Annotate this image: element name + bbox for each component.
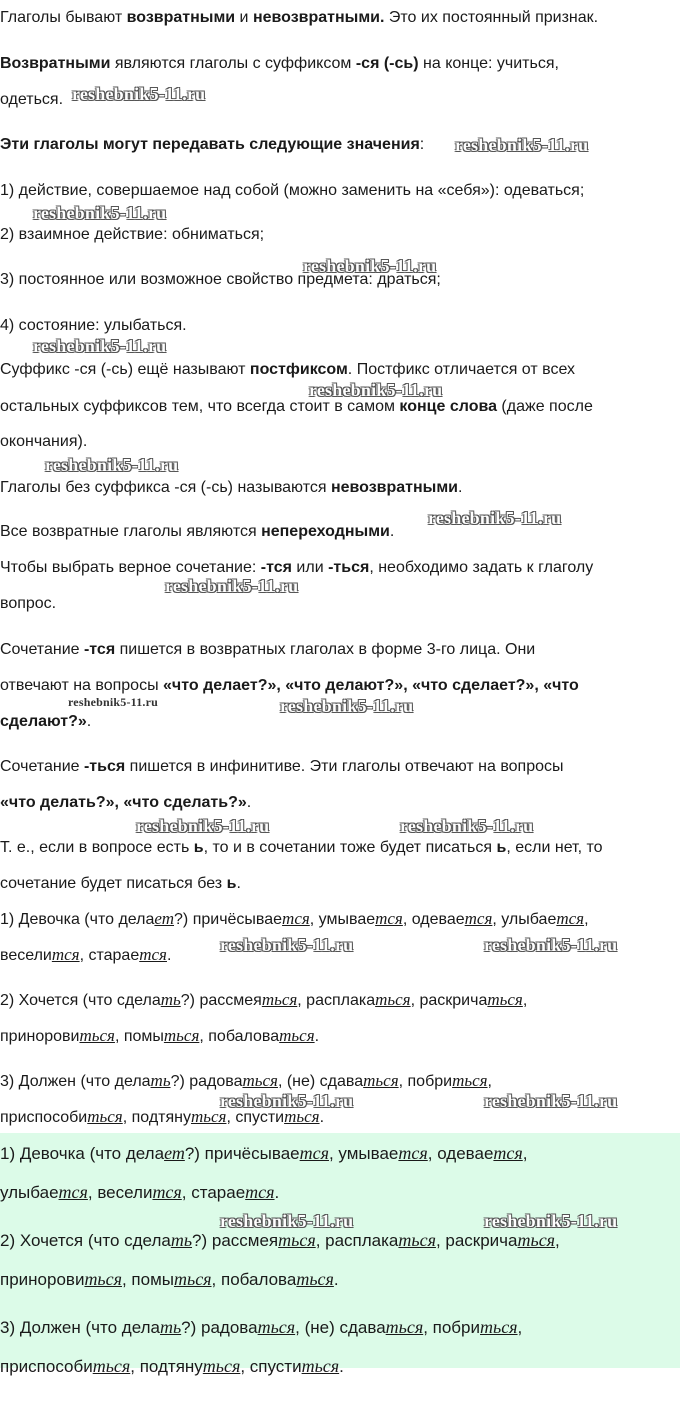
intro-line: [0, 8, 598, 28]
text: , то и в сочетании тоже будет писаться: [203, 839, 497, 856]
tsya-line-3: [0, 712, 91, 732]
text: , подтяну: [122, 1109, 191, 1126]
text: Сочетание: [0, 641, 84, 658]
watermark: reshebnik5-11.ru: [428, 508, 562, 528]
text: , (не) сдава: [295, 1318, 386, 1337]
bold-term: конце слова: [399, 398, 497, 415]
text: Это их постоянный признак.: [384, 9, 599, 26]
text: ,: [522, 1144, 528, 1163]
ending: ться: [242, 1071, 278, 1090]
text: ,: [522, 992, 528, 1009]
tsya-line: [0, 640, 535, 660]
text: .: [458, 479, 463, 496]
text: , (не) сдава: [277, 1073, 364, 1090]
text: .: [319, 1109, 325, 1126]
ending: ть: [150, 1071, 171, 1090]
text: , подтяну: [130, 1357, 203, 1376]
answer-line: [0, 1143, 528, 1164]
text: на конце: учиться,: [418, 55, 559, 72]
ending: ет: [164, 1143, 185, 1163]
ending: тся: [493, 1143, 523, 1163]
text: ,: [487, 1073, 492, 1090]
bold-term: «что делать?», «что сделать?»: [0, 794, 247, 811]
ending: ться: [202, 1356, 241, 1376]
watermark: reshebnik5-11.ru: [303, 256, 437, 276]
text: являются глаголы с суффиксом: [110, 55, 356, 72]
watermark: reshebnik5-11.ru: [72, 84, 206, 104]
bold-term: -тся: [83, 641, 116, 658]
bold-term: Возвратными: [0, 55, 111, 72]
watermark: reshebnik5-11.ru: [455, 135, 589, 155]
bold-term: ь: [193, 839, 204, 856]
text: .: [86, 713, 92, 730]
text: улыбае: [0, 1183, 59, 1202]
text: .: [339, 1357, 344, 1376]
text: окончания).: [0, 433, 88, 450]
tsya-soft-line: [0, 757, 564, 777]
list-item: 4) состояние: улыбаться.: [0, 317, 187, 334]
ending: ться: [278, 1230, 316, 1250]
text: , старае: [79, 947, 140, 964]
ending: тся: [152, 1182, 182, 1202]
watermark: reshebnik5-11.ru: [165, 576, 299, 596]
text: Т. е., если в вопросе есть: [0, 839, 194, 856]
text: приспособи: [0, 1357, 93, 1376]
text: 3) Должен (что дела: [0, 1073, 151, 1090]
ending: тся: [51, 945, 80, 964]
ending: ться: [385, 1317, 424, 1337]
ending: ться: [190, 1107, 227, 1126]
ending: ться: [375, 990, 411, 1009]
ending: ться: [84, 1269, 122, 1289]
text: 2) Хочется (что сдела: [0, 992, 161, 1009]
text: .: [246, 794, 252, 811]
ending: ться: [363, 1071, 399, 1090]
text: Чтобы выбрать верное сочетание:: [0, 559, 261, 576]
text: , умывае: [309, 911, 376, 928]
text: Сочетание: [0, 758, 84, 775]
ending: ться: [301, 1356, 340, 1376]
text: , весели: [87, 1183, 153, 1202]
bold-term: сделают?»: [0, 713, 87, 730]
ending: тся: [58, 1182, 88, 1202]
bold-term: ь: [496, 839, 507, 856]
ending: ть: [159, 1317, 182, 1337]
text: , одевае: [402, 911, 465, 928]
soft-sign-line-2: [0, 874, 241, 894]
bold-term: Эти глаголы могут передавать следующие значения: [0, 136, 420, 153]
list-item: 3) постоянное или возможное свойство предмета: драться;: [0, 271, 441, 288]
postfix-line: [0, 360, 575, 380]
text: , помы: [121, 1270, 174, 1289]
exercise-line: [0, 990, 527, 1011]
text: сочетание будет писаться без: [0, 875, 227, 892]
watermark: reshebnik5-11.ru: [33, 336, 167, 356]
ending: ет: [154, 909, 175, 928]
watermark: reshebnik5-11.ru: [45, 455, 179, 475]
text: 3) Должен (что дела: [0, 1318, 160, 1337]
text: , раскрича: [410, 992, 488, 1009]
bold-term: -ся (-сь): [355, 55, 419, 72]
text: ?) рассмея: [192, 1231, 279, 1250]
watermark: reshebnik5-11.ru: [280, 696, 414, 716]
text: и: [235, 9, 253, 26]
ending: тся: [375, 909, 403, 928]
text: , раскрича: [435, 1231, 518, 1250]
text: одеться.: [0, 91, 64, 108]
bold-term: «что делает?», «что делают?», «что сделает?», «что: [163, 677, 579, 694]
text: .: [389, 523, 395, 540]
ending: ться: [174, 1269, 212, 1289]
bold-term: -ться: [83, 758, 126, 775]
watermark: reshebnik5-11.ru: [68, 695, 158, 709]
text: ?) радова: [170, 1073, 243, 1090]
text: ?) причёсывае: [184, 1144, 300, 1163]
text: .: [274, 1183, 280, 1202]
watermark: reshebnik5-11.ru: [220, 1211, 354, 1231]
watermark: reshebnik5-11.ru: [484, 1211, 618, 1231]
bold-term: -тся: [260, 559, 292, 576]
text: , необходимо задать к глаголу: [369, 559, 594, 576]
ending: ться: [296, 1269, 334, 1289]
tsya-soft-line-2: [0, 793, 251, 813]
text: , помы: [114, 1028, 164, 1045]
exercise-line: [0, 945, 171, 966]
watermark: reshebnik5-11.ru: [33, 203, 167, 223]
watermark: reshebnik5-11.ru: [484, 1091, 618, 1111]
text: ,: [555, 1231, 560, 1250]
reflexive-def-line-2: [0, 90, 63, 110]
text: Глаголы без суффикса -ся (-сь) называются: [0, 479, 331, 496]
ending: ться: [87, 1107, 123, 1126]
ending: ться: [284, 1107, 320, 1126]
text: , умывае: [328, 1144, 399, 1163]
text: Глаголы бывают: [0, 9, 127, 26]
watermark: reshebnik5-11.ru: [309, 380, 443, 400]
watermark: reshebnik5-11.ru: [220, 935, 354, 955]
text: , одевае: [427, 1144, 494, 1163]
watermark: reshebnik5-11.ru: [136, 816, 270, 836]
ending: ться: [487, 990, 523, 1009]
text: (даже после: [496, 398, 593, 415]
answer-line: [0, 1269, 339, 1290]
watermark: reshebnik5-11.ru: [484, 935, 618, 955]
text: принорови: [0, 1028, 80, 1045]
text: , побри: [423, 1318, 480, 1337]
text: , старае: [181, 1183, 246, 1202]
exercise-line: [0, 909, 589, 930]
text: .: [166, 947, 172, 964]
text: , побри: [398, 1073, 453, 1090]
ending: ться: [257, 1317, 296, 1337]
nonreflexive-line: [0, 478, 462, 498]
text: весели: [0, 947, 52, 964]
text: , спусти: [226, 1109, 285, 1126]
ending: тся: [464, 909, 493, 928]
bold-term: возвратными: [126, 9, 236, 26]
ending: ть: [170, 1230, 193, 1250]
text: пишется в инфинитиве. Эти глаголы отвечают на вопросы: [125, 758, 564, 775]
postfix-line-2: [0, 397, 593, 417]
meanings-heading: [0, 135, 424, 155]
bold-term: непереходными: [261, 523, 390, 540]
list-item: 1) действие, совершаемое над собой (можно заменить на «себя»): одеваться;: [0, 182, 585, 199]
ending: ться: [163, 1026, 200, 1045]
text: ?) рассмея: [180, 992, 262, 1009]
ending: тся: [556, 909, 585, 928]
ending: ться: [398, 1230, 436, 1250]
ending: тся: [398, 1143, 428, 1163]
postfix-line-3: [0, 432, 87, 452]
bold-term: невозвратными: [330, 479, 458, 496]
text: .: [236, 875, 241, 892]
intransitive-line: [0, 522, 394, 542]
text: или: [291, 559, 329, 576]
text: .: [314, 1028, 320, 1045]
exercise-line: [0, 1026, 319, 1047]
ending: ть: [160, 990, 181, 1009]
ending: ться: [480, 1317, 518, 1337]
tsya-line-2: [0, 676, 579, 696]
text: , расплака: [315, 1231, 399, 1250]
text: 1) Девочка (что дела: [0, 1144, 165, 1163]
answer-line: [0, 1182, 279, 1203]
text: , спусти: [240, 1357, 302, 1376]
bold-term: постфиксом: [249, 361, 348, 378]
bold-term: ь: [226, 875, 237, 892]
exercise-line: [0, 1071, 492, 1092]
text: вопрос.: [0, 595, 57, 612]
choice-line: [0, 558, 593, 578]
ending: ться: [261, 990, 298, 1009]
ending: ться: [92, 1356, 131, 1376]
reflexive-def-line: [0, 54, 559, 74]
text: . Постфикс отличается от всех: [347, 361, 575, 378]
text: Все возвратные глаголы являются: [0, 523, 262, 540]
text: ?) причёсывае: [174, 911, 283, 928]
text: , побалова: [199, 1028, 280, 1045]
watermark: reshebnik5-11.ru: [220, 1091, 354, 1111]
ending: ться: [79, 1026, 115, 1045]
list-item: 2) взаимное действие: обниматься;: [0, 226, 265, 243]
text: ,: [517, 1318, 523, 1337]
text: 2) Хочется (что сдела: [0, 1231, 171, 1250]
ending: ться: [517, 1230, 556, 1250]
bold-term: -ться: [328, 559, 370, 576]
soft-sign-line: [0, 838, 603, 858]
text: :: [419, 136, 425, 153]
answer-line: [0, 1230, 560, 1251]
text: принорови: [0, 1270, 85, 1289]
text: , побалова: [211, 1270, 297, 1289]
answer-line: [0, 1317, 522, 1338]
text: , если нет, то: [506, 839, 603, 856]
text: .: [333, 1270, 339, 1289]
watermark: reshebnik5-11.ru: [400, 816, 534, 836]
text: ,: [584, 911, 589, 928]
bold-term: невозвратными.: [252, 9, 385, 26]
text: остальных суффиксов тем, что всегда стоит в самом: [0, 398, 400, 415]
ending: тся: [299, 1143, 329, 1163]
text: отвечают на вопросы: [0, 677, 164, 694]
ending: ться: [279, 1026, 315, 1045]
text: приспособи: [0, 1109, 88, 1126]
text: 1) Девочка (что дела: [0, 911, 155, 928]
ending: ться: [452, 1071, 488, 1090]
text: пишется в возвратных глаголах в форме 3-го лица. Они: [115, 641, 536, 658]
text: , расплака: [297, 992, 376, 1009]
ending: тся: [282, 909, 310, 928]
answer-block: [0, 1133, 680, 1376]
text: Суффикс -ся (-сь) ещё называют: [0, 361, 250, 378]
text: , улыбае: [492, 911, 557, 928]
text: ?) радова: [181, 1318, 258, 1337]
answer-line: [0, 1356, 344, 1377]
ending: тся: [245, 1182, 275, 1202]
ending: тся: [139, 945, 167, 964]
choice-line-2: [0, 594, 56, 614]
